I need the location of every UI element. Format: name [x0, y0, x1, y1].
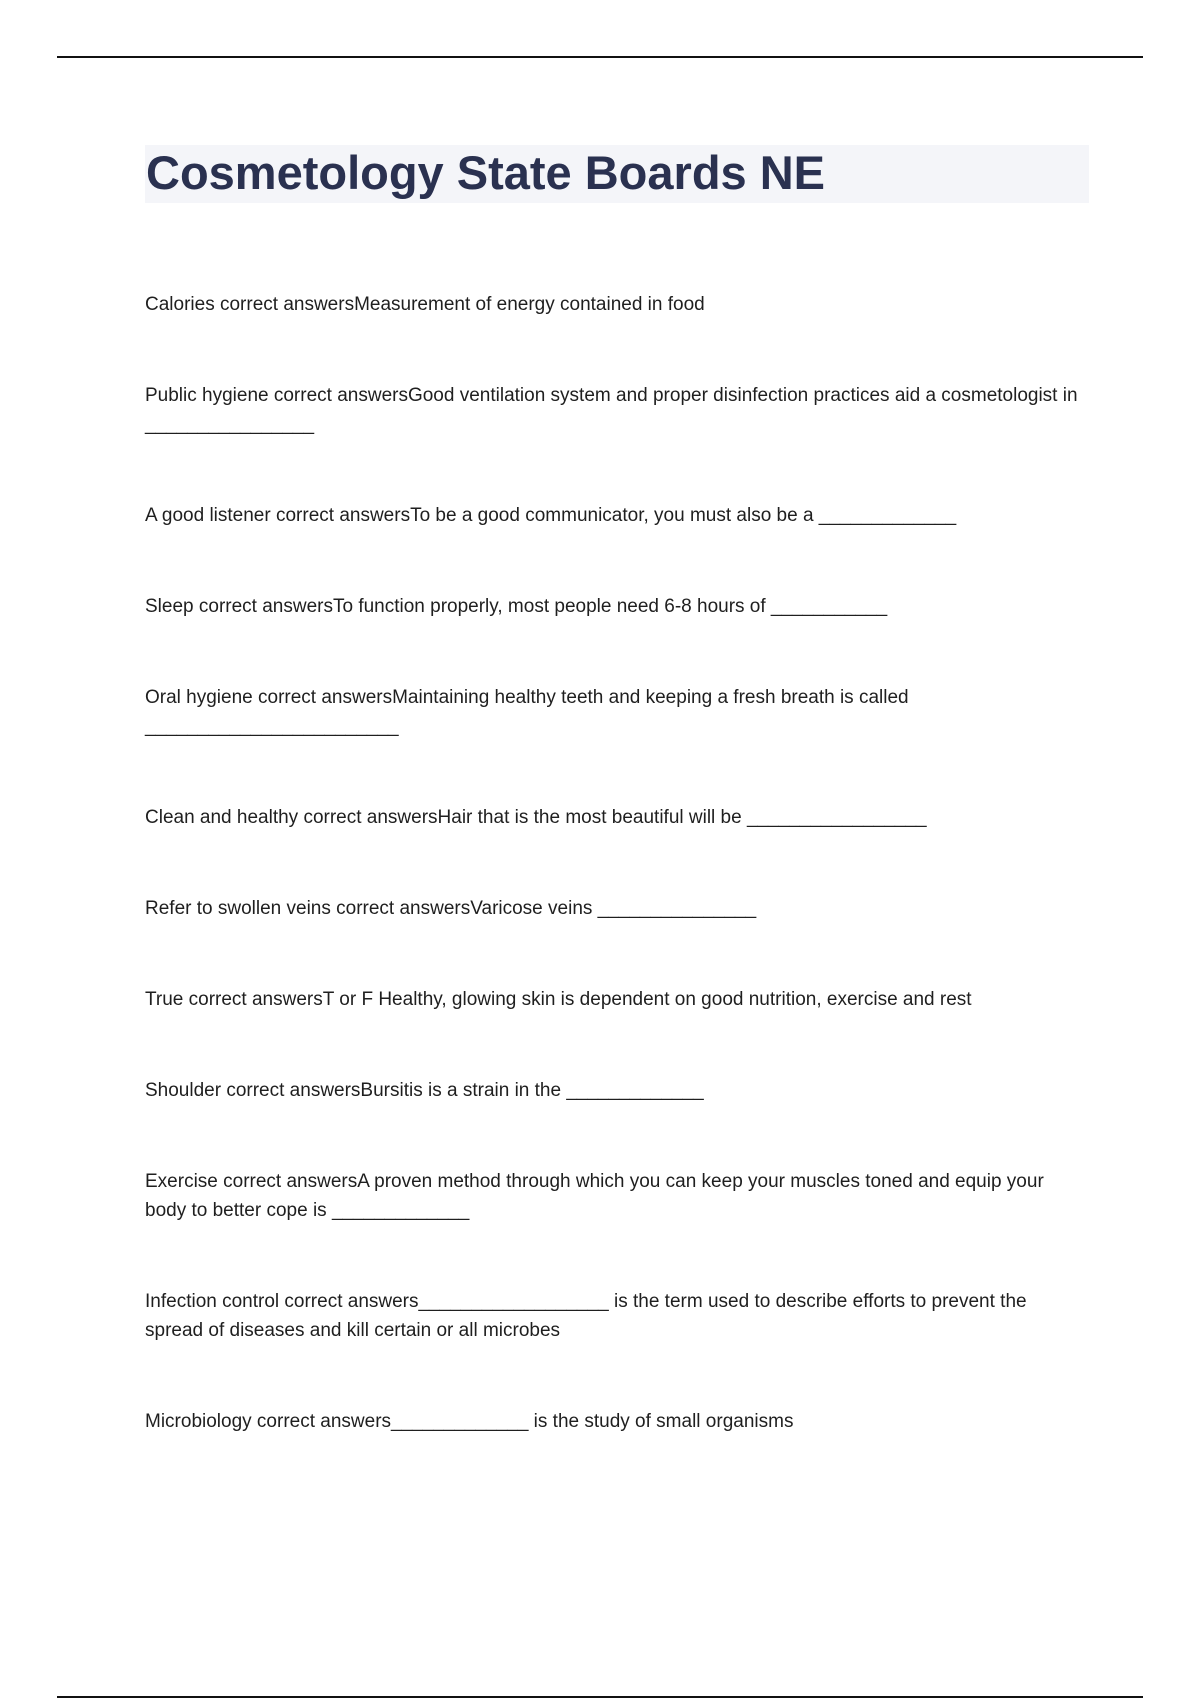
qa-item-sleep: Sleep correct answersTo function properly, most people need 6-8 hours of ___________ [145, 596, 888, 617]
page-title: Cosmetology State Boards NE [146, 146, 826, 199]
qa-item-exercise: Exercise correct answersA proven method through which you can keep your muscles toned and equip your body to better cope is _____________ [145, 1171, 1044, 1221]
qa-item-good-listener: A good listener correct answersTo be a good communicator, you must also be a _____________ [145, 505, 957, 526]
qa-item-microbiology: Microbiology correct answers_____________ is the study of small organisms [145, 1411, 794, 1432]
qa-item-clean-healthy: Clean and healthy correct answersHair that is the most beautiful will be _________________ [145, 807, 927, 828]
qa-item-infection-control: Infection control correct answers__________________ is the term used to describe efforts to prevent the spread of diseases and kill certain or all microbes [145, 1291, 1027, 1341]
qa-item-shoulder: Shoulder correct answersBursitis is a strain in the _____________ [145, 1080, 704, 1101]
bottom-rule [57, 1696, 1143, 1698]
top-rule [57, 56, 1143, 58]
qa-item-true: True correct answersT or F Healthy, glowing skin is dependent on good nutrition, exercise and rest [145, 989, 972, 1010]
qa-item-public-hygiene: Public hygiene correct answersGood ventilation system and proper disinfection practices aid a cosmetologist in ________________ [145, 385, 1078, 435]
qa-item-swollen-veins: Refer to swollen veins correct answersVaricose veins _______________ [145, 898, 757, 919]
qa-item-calories: Calories correct answersMeasurement of energy contained in food [145, 294, 705, 315]
qa-item-oral-hygiene: Oral hygiene correct answersMaintaining healthy teeth and keeping a fresh breath is called ________________________ [145, 687, 909, 737]
qa-list [145, 290, 1085, 1498]
